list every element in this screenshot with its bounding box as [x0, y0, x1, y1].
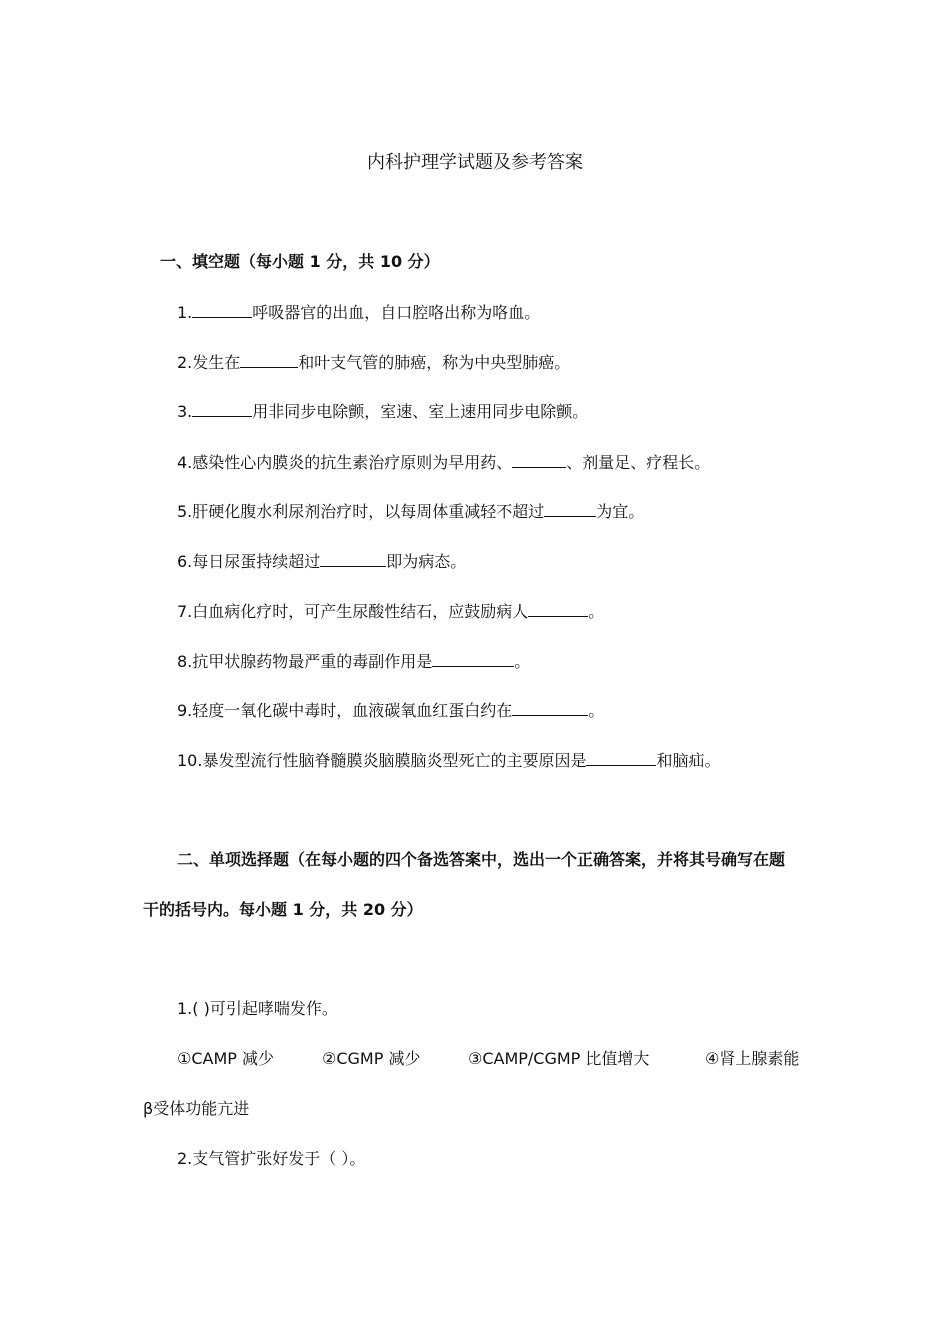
fill-item-6: [177, 550, 466, 573]
fill-item-text-post: 和脑疝。: [656, 751, 721, 770]
fill-item-4: [177, 451, 710, 474]
fill-item-text-pre: 3.: [177, 402, 193, 421]
answer-blank: [544, 500, 596, 517]
fill-item-text-pre: 7.白血病化疗时，可产生尿酸性结石，应鼓励病人: [177, 602, 529, 621]
fill-item-text-pre: 4.感染性心内膜炎的抗生素治疗原则为早用药、: [177, 453, 513, 472]
fill-item-text-post: 即为病态。: [386, 552, 467, 571]
answer-blank: [432, 650, 514, 667]
answer-blank: [512, 451, 566, 468]
fill-item-text-post: 为宜。: [596, 502, 645, 521]
question-1-option-1: ①CAMP 减少: [177, 1049, 275, 1068]
question-2-stem: 2.支气管扩张好发于（ ）。: [177, 1149, 366, 1168]
fill-item-1: [177, 301, 540, 324]
fill-item-text-post: 呼吸器官的出血，自口腔咯出称为咯血。: [252, 303, 541, 322]
fill-item-text-post: 、剂量足、疗程长。: [566, 453, 711, 472]
fill-item-2: [177, 351, 570, 374]
fill-item-text-pre: 10.暴发型流行性脑脊髓膜炎脑膜脑炎型死亡的主要原因是: [177, 751, 587, 770]
fill-item-text-post: 。: [588, 701, 605, 720]
fill-item-10: [177, 749, 720, 772]
fill-item-5: [177, 500, 644, 523]
question-1-option-2: ②CGMP 减少: [322, 1049, 421, 1068]
fill-item-text-pre: 2.发生在: [177, 353, 241, 372]
document-title: 内科护理学试题及参考答案: [367, 152, 583, 173]
fill-item-3: [177, 400, 588, 423]
fill-item-text-post: 和叶支气管的肺癌，称为中央型肺癌。: [298, 353, 571, 372]
fill-item-8: [177, 650, 530, 673]
answer-blank: [512, 699, 588, 716]
answer-blank: [240, 351, 298, 368]
fill-item-text-pre: 5.肝硬化腹水利尿剂治疗时，以每周体重减轻不超过: [177, 502, 545, 521]
answer-blank: [320, 550, 386, 567]
fill-item-text-post: 。: [588, 602, 605, 621]
answer-blank: [192, 400, 252, 417]
question-1-option-4: ④肾上腺素能: [705, 1049, 800, 1068]
answer-blank: [586, 749, 656, 766]
fill-item-text-pre: 8.抗甲状腺药物最严重的毒副作用是: [177, 652, 433, 671]
question-1-option-4-continuation: β受体功能亢进: [143, 1099, 250, 1118]
question-1-option-3: ③CAMP/CGMP 比值增大: [468, 1049, 650, 1068]
fill-item-text-pre: 1.: [177, 303, 193, 322]
section1-heading: 一、填空题（每小题 1 分，共 10 分）: [160, 252, 440, 271]
fill-item-text-post: 。: [514, 652, 531, 671]
section2-heading-line1: 二、单项选择题（在每小题的四个备选答案中，选出一个正确答案，并将其号确写在题: [177, 850, 786, 869]
answer-blank: [192, 301, 252, 318]
answer-blank: [528, 600, 588, 617]
fill-item-9: [177, 699, 604, 722]
fill-item-text-post: 用非同步电除颤，室速、室上速用同步电除颤。: [252, 402, 589, 421]
fill-item-text-pre: 9.轻度一氧化碳中毒时，血液碳氧血红蛋白约在: [177, 701, 513, 720]
section2-heading-line2: 干的括号内。每小题 1 分，共 20 分）: [143, 900, 423, 919]
fill-item-7: [177, 600, 604, 623]
question-1-stem: 1.( )可引起哮喘发作。: [177, 999, 338, 1018]
fill-item-text-pre: 6.每日尿蛋持续超过: [177, 552, 321, 571]
